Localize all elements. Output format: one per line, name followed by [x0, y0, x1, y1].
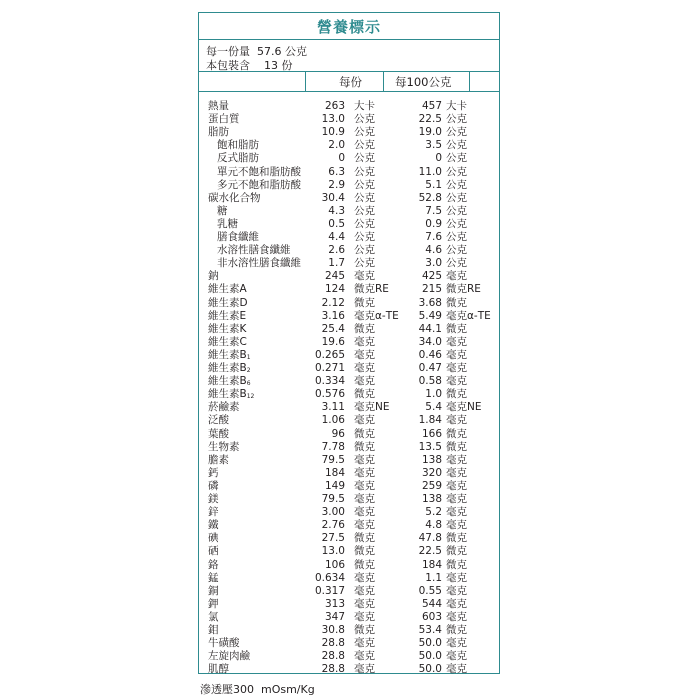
- nutrient-name: 鉬: [208, 624, 219, 636]
- nutrient-name: 維生素D: [208, 296, 248, 309]
- unit-per-100g: 毫克: [446, 610, 467, 623]
- serving-size: 每一份量 57.6 公克: [206, 45, 307, 58]
- nutrient-row: [199, 546, 499, 557]
- value-per-100g: 3.5: [425, 139, 442, 152]
- value-per-100g: 53.4: [418, 624, 442, 636]
- value-per-100g: 1.0: [425, 388, 442, 401]
- value-per-100g: 0: [435, 152, 442, 165]
- unit-per-serving: 微克: [354, 545, 375, 558]
- unit-per-serving: 微克: [354, 427, 375, 440]
- nutrient-row: [199, 507, 499, 518]
- value-per-serving: 3.00: [321, 506, 345, 519]
- unit-per-100g: 公克: [446, 113, 467, 126]
- unit-per-100g: 微克: [446, 532, 467, 545]
- unit-per-100g: 毫克: [446, 584, 467, 597]
- value-per-100g: 47.8: [418, 532, 442, 545]
- column-header-per-100g: 每100公克: [395, 75, 452, 89]
- unit-per-100g: 毫克: [446, 493, 467, 505]
- value-per-100g: 3.68: [418, 296, 442, 309]
- value-per-100g: 7.6: [425, 231, 442, 243]
- nutrient-name: 熱量: [208, 100, 229, 112]
- value-per-serving: 0.5: [328, 217, 345, 230]
- nutrient-row: [199, 442, 499, 453]
- value-per-serving: 3.11: [321, 401, 345, 414]
- value-per-serving: 245: [324, 270, 345, 283]
- value-per-100g: 0.55: [418, 584, 442, 597]
- nutrient-row: [199, 651, 499, 662]
- value-per-100g: 5.1: [425, 178, 442, 191]
- nutrient-row: [199, 284, 499, 295]
- nutrient-name: 銅: [208, 584, 219, 597]
- unit-per-100g: 毫克: [446, 348, 467, 361]
- nutrient-row: [199, 573, 499, 584]
- nutrient-name: 維生素K: [208, 322, 247, 335]
- servings-per-pack: 本包裝含 13 份: [206, 59, 293, 72]
- value-per-100g: 52.8: [418, 191, 442, 204]
- nutrient-name: 飽和脂肪: [217, 139, 259, 152]
- value-per-serving: 0.265: [314, 348, 345, 361]
- nutrient-name: 葉酸: [208, 427, 229, 440]
- unit-per-serving: 毫克: [354, 650, 375, 663]
- value-per-100g: 34.0: [418, 335, 442, 348]
- unit-per-serving: 公克: [354, 178, 375, 191]
- value-per-100g: 3.0: [425, 257, 442, 270]
- value-per-serving: 0.317: [314, 584, 345, 597]
- nutrient-name: 維生素$B_2$: [208, 362, 251, 374]
- nutrient-name: 鈣: [208, 466, 219, 479]
- value-per-serving: 2.0: [328, 139, 345, 152]
- column-divider-1: [305, 71, 306, 91]
- unit-per-100g: 毫克: [446, 453, 467, 466]
- unit-per-serving: 微克: [354, 558, 375, 571]
- title-bar: [199, 13, 499, 40]
- nutrient-name: 碳水化合物: [208, 191, 261, 204]
- unit-per-serving: 微克: [354, 624, 375, 636]
- unit-per-serving: 毫克α-TE: [354, 309, 399, 322]
- unit-per-100g: 毫克: [446, 506, 467, 519]
- value-per-serving: 1.7: [328, 257, 345, 270]
- nutrient-row: [199, 586, 499, 597]
- nutrient-row: [199, 219, 499, 230]
- nutrient-name: 乳糖: [217, 217, 238, 230]
- value-per-serving: 13.0: [321, 113, 345, 126]
- nutrient-name: 脂肪: [208, 126, 229, 139]
- nutrient-row: [199, 415, 499, 426]
- value-per-100g: 425: [421, 270, 442, 283]
- value-per-100g: 457: [421, 100, 442, 112]
- value-per-100g: 0.46: [418, 348, 442, 361]
- unit-per-serving: 毫克: [354, 663, 375, 676]
- nutrient-name: 維生素$B_{12}$: [208, 388, 255, 401]
- value-per-serving: 0.576: [314, 388, 345, 401]
- unit-per-100g: 公克: [446, 165, 467, 178]
- value-per-serving: 6.3: [328, 165, 345, 178]
- value-per-100g: 5.49: [418, 309, 442, 322]
- nutrient-row: [199, 599, 499, 610]
- value-per-100g: 0.58: [418, 375, 442, 388]
- unit-per-100g: 毫克NE: [446, 401, 482, 414]
- value-per-serving: 124: [324, 283, 345, 296]
- value-per-100g: 138: [421, 453, 442, 466]
- unit-per-100g: 毫克: [446, 597, 467, 610]
- column-header-per-serving: 每份: [339, 75, 362, 89]
- unit-per-serving: 毫克: [354, 453, 375, 466]
- value-per-100g: 544: [421, 597, 442, 610]
- nutrient-name: 鋅: [208, 506, 219, 519]
- value-per-100g: 19.0: [418, 126, 442, 139]
- nutrient-row: [199, 402, 499, 413]
- value-per-100g: 22.5: [418, 113, 442, 126]
- unit-per-serving: 毫克: [354, 362, 375, 374]
- unit-per-serving: 毫克: [354, 493, 375, 505]
- nutrient-row: [199, 153, 499, 164]
- unit-per-100g: 微克: [446, 322, 467, 335]
- unit-per-serving: 公克: [354, 139, 375, 152]
- value-per-serving: 3.16: [321, 309, 345, 322]
- nutrient-row: [199, 389, 499, 400]
- unit-per-serving: 毫克: [354, 597, 375, 610]
- unit-per-serving: 微克: [354, 532, 375, 545]
- unit-per-100g: 毫克: [446, 519, 467, 532]
- nutrient-name: 硒: [208, 545, 219, 558]
- nutrient-name: 錳: [208, 571, 219, 584]
- nutrient-name: 鈉: [208, 270, 219, 283]
- unit-per-100g: 公克: [446, 204, 467, 217]
- nutrient-name: 膳食纖維: [217, 231, 259, 243]
- unit-per-serving: 毫克: [354, 414, 375, 427]
- unit-per-100g: 微克: [446, 427, 467, 440]
- nutrient-name: 蛋白質: [208, 113, 240, 126]
- value-per-serving: 4.4: [328, 231, 345, 243]
- value-per-serving: 149: [324, 479, 345, 492]
- value-per-100g: 166: [421, 427, 442, 440]
- nutrient-name: 鐵: [208, 519, 219, 532]
- value-per-serving: 2.76: [321, 519, 345, 532]
- unit-per-100g: 公克: [446, 257, 467, 270]
- unit-per-100g: 微克: [446, 624, 467, 636]
- value-per-serving: 96: [331, 427, 345, 440]
- nutrient-name: 菸鹼素: [208, 401, 240, 414]
- nutrient-name: 多元不飽和脂肪酸: [217, 178, 301, 191]
- unit-per-serving: 大卡: [354, 100, 375, 112]
- unit-per-100g: 毫克: [446, 637, 467, 650]
- unit-per-100g: 微克: [446, 545, 467, 558]
- value-per-100g: 44.1: [418, 322, 442, 335]
- unit-per-serving: 公克: [354, 244, 375, 257]
- unit-per-serving: 毫克: [354, 335, 375, 348]
- unit-per-100g: 公克: [446, 126, 467, 139]
- nutrient-row: [199, 180, 499, 191]
- unit-per-100g: 毫克: [446, 466, 467, 479]
- unit-per-serving: 毫克: [354, 610, 375, 623]
- nutrient-name: 糖: [217, 204, 228, 217]
- value-per-serving: 2.12: [321, 296, 345, 309]
- nutrient-row: [199, 363, 499, 374]
- value-per-serving: 30.4: [321, 191, 345, 204]
- value-per-serving: 0.634: [314, 571, 345, 584]
- value-per-serving: 347: [324, 610, 345, 623]
- unit-per-serving: 公克: [354, 165, 375, 178]
- unit-per-100g: 公克: [446, 231, 467, 243]
- unit-per-serving: 公克: [354, 257, 375, 270]
- nutrient-name: 碘: [208, 532, 219, 545]
- value-per-serving: 0.271: [314, 362, 345, 374]
- unit-per-serving: 毫克: [354, 466, 375, 479]
- unit-per-serving: 毫克: [354, 506, 375, 519]
- nutrient-row: [199, 324, 499, 335]
- unit-per-100g: 微克: [446, 440, 467, 453]
- unit-per-100g: 公克: [446, 244, 467, 257]
- label-title: 營養標示: [316, 18, 381, 36]
- nutrient-row: [199, 245, 499, 256]
- nutrient-row: [199, 114, 499, 125]
- unit-per-100g: 公克: [446, 178, 467, 191]
- nutrient-name: 維生素A: [208, 283, 247, 296]
- unit-per-serving: 公克: [354, 113, 375, 126]
- unit-per-100g: 毫克: [446, 479, 467, 492]
- nutrient-row: [199, 664, 499, 675]
- value-per-serving: 2.9: [328, 178, 345, 191]
- value-per-serving: 10.9: [321, 126, 345, 139]
- unit-per-serving: 毫克: [354, 584, 375, 597]
- nutrient-name: 左旋肉鹼: [208, 650, 250, 663]
- value-per-100g: 4.6: [425, 244, 442, 257]
- unit-per-serving: 毫克: [354, 637, 375, 650]
- nutrient-row: [199, 455, 499, 466]
- value-per-serving: 0: [338, 152, 345, 165]
- nutrient-row: [199, 140, 499, 151]
- value-per-100g: 4.8: [425, 519, 442, 532]
- nutrient-row: [199, 101, 499, 112]
- unit-per-serving: 公克: [354, 217, 375, 230]
- unit-per-100g: 微克: [446, 558, 467, 571]
- value-per-serving: 184: [324, 466, 345, 479]
- value-per-serving: 28.8: [321, 650, 345, 663]
- nutrient-row: [199, 167, 499, 178]
- nutrient-row: [199, 533, 499, 544]
- unit-per-100g: 大卡: [446, 100, 467, 112]
- unit-per-100g: 毫克: [446, 270, 467, 283]
- value-per-serving: 28.8: [321, 637, 345, 650]
- value-per-100g: 50.0: [418, 663, 442, 676]
- nutrient-name: 氯: [208, 610, 219, 623]
- unit-per-100g: 微克: [446, 296, 467, 309]
- value-per-serving: 13.0: [321, 545, 345, 558]
- unit-per-serving: 公克: [354, 126, 375, 139]
- value-per-100g: 603: [421, 610, 442, 623]
- value-per-100g: 215: [421, 283, 442, 296]
- nutrient-row: [199, 612, 499, 623]
- value-per-serving: 0.334: [314, 375, 345, 388]
- value-per-100g: 5.4: [425, 401, 442, 414]
- value-per-100g: 320: [421, 466, 442, 479]
- nutrient-row: [199, 337, 499, 348]
- nutrient-name: 泛酸: [208, 414, 229, 427]
- value-per-serving: 79.5: [321, 493, 345, 505]
- value-per-100g: 1.84: [418, 414, 442, 427]
- column-divider-2: [383, 71, 384, 91]
- value-per-100g: 1.1: [425, 571, 442, 584]
- column-divider-3: [469, 71, 470, 91]
- value-per-serving: 2.6: [328, 244, 345, 257]
- nutrient-name: 非水溶性膳食纖維: [217, 257, 301, 270]
- nutrient-row: [199, 429, 499, 440]
- unit-per-serving: 微克: [354, 388, 375, 401]
- value-per-100g: 7.5: [425, 204, 442, 217]
- nutrient-name: 反式脂肪: [217, 152, 259, 165]
- unit-per-100g: 公克: [446, 217, 467, 230]
- nutrient-row: [199, 625, 499, 636]
- unit-per-serving: 微克RE: [354, 283, 389, 296]
- unit-per-serving: 微克: [354, 296, 375, 309]
- nutrient-name: 磷: [208, 479, 219, 492]
- value-per-serving: 4.3: [328, 204, 345, 217]
- unit-per-100g: 毫克: [446, 362, 467, 374]
- value-per-serving: 7.78: [321, 440, 345, 453]
- unit-per-serving: 毫克NE: [354, 401, 390, 414]
- nutrient-row: [199, 271, 499, 282]
- unit-per-serving: 毫克: [354, 348, 375, 361]
- unit-per-serving: 毫克: [354, 270, 375, 283]
- nutrient-row: [199, 206, 499, 217]
- nutrient-row: [199, 298, 499, 309]
- value-per-100g: 22.5: [418, 545, 442, 558]
- value-per-100g: 0.9: [425, 217, 442, 230]
- unit-per-100g: 毫克: [446, 375, 467, 388]
- nutrient-name: 維生素$B_6$: [208, 375, 251, 388]
- unit-per-serving: 毫克: [354, 519, 375, 532]
- value-per-100g: 11.0: [418, 165, 442, 178]
- value-per-100g: 0.47: [418, 362, 442, 374]
- value-per-serving: 106: [324, 558, 345, 571]
- nutrient-row: [199, 350, 499, 361]
- unit-per-serving: 毫克: [354, 479, 375, 492]
- nutrient-row: [199, 127, 499, 138]
- nutrient-name: 維生素C: [208, 335, 247, 348]
- nutrient-name: 維生素E: [208, 309, 247, 322]
- nutrient-name: 鉻: [208, 558, 219, 571]
- nutrient-row: [199, 560, 499, 571]
- value-per-100g: 50.0: [418, 637, 442, 650]
- value-per-100g: 259: [421, 479, 442, 492]
- nutrient-row: [199, 232, 499, 243]
- nutrient-name: 膽素: [208, 453, 229, 466]
- nutrient-row: [199, 468, 499, 479]
- unit-per-serving: 公克: [354, 191, 375, 204]
- unit-per-100g: 毫克: [446, 571, 467, 584]
- nutrient-row: [199, 520, 499, 531]
- value-per-serving: 1.06: [321, 414, 345, 427]
- value-per-serving: 79.5: [321, 453, 345, 466]
- unit-per-100g: 毫克: [446, 335, 467, 348]
- value-per-100g: 13.5: [418, 440, 442, 453]
- nutrient-name: 牛磺酸: [208, 637, 240, 650]
- unit-per-serving: 公克: [354, 152, 375, 165]
- nutrient-name: 鉀: [208, 597, 219, 610]
- unit-per-100g: 微克: [446, 388, 467, 401]
- nutrient-row: [199, 638, 499, 649]
- unit-per-100g: 公克: [446, 152, 467, 165]
- value-per-100g: 50.0: [418, 650, 442, 663]
- header-divider: [199, 71, 499, 72]
- unit-per-100g: 公克: [446, 139, 467, 152]
- nutrient-row: [199, 494, 499, 505]
- unit-per-100g: 毫克: [446, 663, 467, 676]
- unit-per-serving: 微克: [354, 322, 375, 335]
- nutrient-name: 肌醇: [208, 663, 229, 676]
- unit-per-100g: 公克: [446, 191, 467, 204]
- nutrient-row: [199, 193, 499, 204]
- nutrient-row: [199, 481, 499, 492]
- nutrient-row: [199, 311, 499, 322]
- value-per-serving: 30.8: [321, 624, 345, 636]
- unit-per-serving: 公克: [354, 231, 375, 243]
- unit-per-serving: 公克: [354, 204, 375, 217]
- nutrient-row: [199, 258, 499, 269]
- value-per-100g: 184: [421, 558, 442, 571]
- unit-per-100g: 毫克: [446, 650, 467, 663]
- nutrition-label: [198, 12, 500, 674]
- value-per-serving: 27.5: [321, 532, 345, 545]
- unit-per-serving: 微克: [354, 440, 375, 453]
- nutrient-name: 鎂: [208, 493, 219, 505]
- unit-per-100g: 毫克: [446, 414, 467, 427]
- value-per-serving: 28.8: [321, 663, 345, 676]
- unit-per-serving: 毫克: [354, 375, 375, 388]
- nutrient-name: 單元不飽和脂肪酸: [217, 165, 301, 178]
- nutrient-name: 生物素: [208, 440, 240, 453]
- value-per-100g: 5.2: [425, 506, 442, 519]
- value-per-serving: 313: [324, 597, 345, 610]
- osmolality-note: 滲透壓300 mOsm/Kg: [200, 683, 315, 696]
- nutrient-name: 水溶性膳食纖維: [217, 244, 291, 257]
- unit-per-100g: 毫克α-TE: [446, 309, 491, 322]
- nutrient-row: [199, 376, 499, 387]
- value-per-serving: 19.6: [321, 335, 345, 348]
- unit-per-serving: 毫克: [354, 571, 375, 584]
- value-per-serving: 263: [324, 100, 345, 112]
- value-per-100g: 138: [421, 493, 442, 505]
- unit-per-100g: 微克RE: [446, 283, 481, 296]
- column-header-divider: [199, 91, 499, 92]
- nutrient-name: 維生素$B_1$: [208, 348, 251, 361]
- value-per-serving: 25.4: [321, 322, 345, 335]
